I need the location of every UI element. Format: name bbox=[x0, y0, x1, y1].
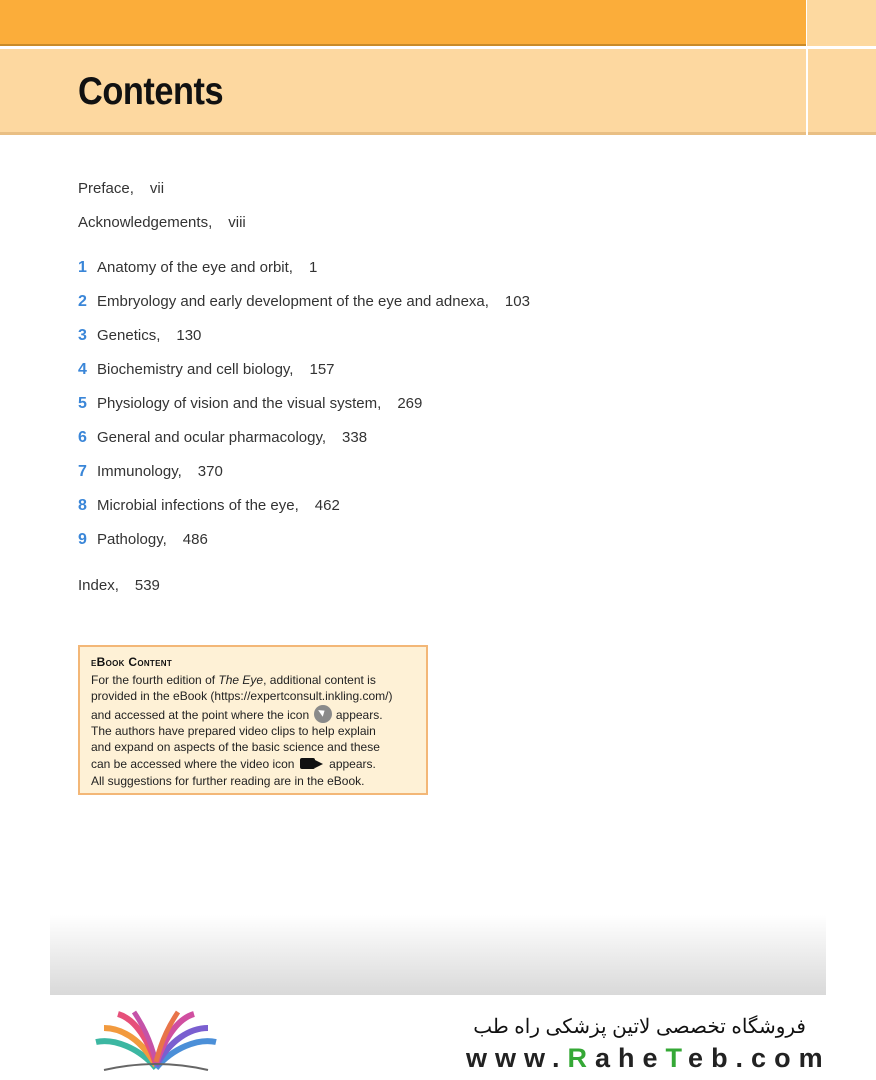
chapter-number: 3 bbox=[78, 327, 87, 344]
toc-front-acknowledgements[interactable] bbox=[78, 214, 246, 231]
ebook-box-title: eBook Content bbox=[91, 655, 173, 669]
toc-page: viii bbox=[228, 214, 246, 231]
chapter-page: 486 bbox=[182, 531, 208, 548]
cursor-icon bbox=[314, 705, 332, 723]
chapter-title: General and ocular pharmacology, bbox=[97, 429, 327, 446]
toc-chapter-5[interactable] bbox=[78, 395, 422, 413]
ebook-box-line bbox=[91, 755, 416, 772]
toc-page: 539 bbox=[134, 577, 160, 594]
chapter-number: 7 bbox=[78, 463, 87, 480]
toc-chapter-7[interactable] bbox=[78, 463, 223, 481]
text-run: and accessed at the point where the icon bbox=[91, 707, 310, 722]
chapter-page: 103 bbox=[504, 293, 530, 310]
chapter-number: 8 bbox=[78, 497, 87, 514]
chapter-title: Biochemistry and cell biology, bbox=[97, 361, 294, 378]
chapter-page: 338 bbox=[342, 429, 368, 446]
toc-chapter-6[interactable] bbox=[78, 429, 367, 447]
toc-chapter-3[interactable] bbox=[78, 327, 201, 345]
chapter-title: Microbial infections of the eye, bbox=[97, 497, 299, 514]
chapter-page: 269 bbox=[397, 395, 423, 412]
store-url[interactable] bbox=[466, 1043, 831, 1074]
url-part: T bbox=[665, 1043, 689, 1073]
toc-page: vii bbox=[149, 180, 165, 197]
chapter-title: Embryology and early development of the eye and adnexa, bbox=[97, 293, 489, 310]
chapter-title: Immunology, bbox=[97, 463, 182, 480]
toc-label: Preface, bbox=[78, 180, 134, 197]
toc-back-index[interactable] bbox=[78, 577, 160, 594]
toc-label: Acknowledgements, bbox=[78, 214, 213, 231]
text-run: , additional content is bbox=[263, 673, 376, 687]
chapter-number: 1 bbox=[78, 259, 87, 276]
url-part: R bbox=[567, 1043, 596, 1073]
text-run: can be accessed where the video icon bbox=[91, 757, 295, 772]
title-band-corner bbox=[808, 49, 876, 135]
text-run: appears. bbox=[335, 707, 383, 722]
chapter-number: 4 bbox=[78, 361, 87, 378]
toc-chapter-1[interactable] bbox=[78, 259, 317, 277]
footer-shade bbox=[50, 915, 826, 995]
ebook-box-line: The authors have prepared video clips to help explain bbox=[91, 723, 376, 738]
text-run: For the fourth edition of bbox=[91, 673, 219, 687]
ebook-box-line bbox=[91, 705, 416, 723]
ebook-box-line bbox=[91, 672, 416, 688]
chapter-page: 370 bbox=[197, 463, 223, 480]
chapter-title: Anatomy of the eye and orbit, bbox=[97, 259, 293, 276]
chapter-page: 1 bbox=[308, 259, 318, 276]
chapter-page: 157 bbox=[309, 361, 335, 378]
chapter-page: 462 bbox=[314, 497, 340, 514]
chapter-title: Physiology of vision and the visual system, bbox=[97, 395, 382, 412]
chapter-number: 6 bbox=[78, 429, 87, 446]
toc-chapter-8[interactable] bbox=[78, 497, 340, 515]
page-title: Contents bbox=[78, 70, 224, 113]
chapter-page: 130 bbox=[176, 327, 202, 344]
url-part: eb.com bbox=[688, 1043, 831, 1073]
toc-chapter-9[interactable] bbox=[78, 531, 208, 549]
chapter-title: Genetics, bbox=[97, 327, 161, 344]
ebook-box-line: and expand on aspects of the basic science and these bbox=[91, 740, 380, 755]
chapter-number: 2 bbox=[78, 293, 87, 310]
chapter-number: 9 bbox=[78, 531, 87, 548]
ebook-box-line: provided in the eBook (https://expertconsult.inkling.com/) bbox=[91, 689, 393, 704]
toc-label: Index, bbox=[78, 577, 119, 594]
ebook-box-line: All suggestions for further reading are in the eBook. bbox=[91, 773, 365, 788]
header-bar-corner bbox=[807, 0, 876, 46]
ebook-content-box bbox=[78, 645, 428, 795]
book-title: The Eye bbox=[218, 673, 264, 687]
url-part: www. bbox=[466, 1043, 568, 1073]
header-bar bbox=[0, 0, 806, 46]
chapter-title: Pathology, bbox=[97, 531, 167, 548]
chapter-number: 5 bbox=[78, 395, 87, 412]
toc-front-preface[interactable] bbox=[78, 180, 164, 197]
open-book-logo-icon bbox=[94, 1008, 218, 1074]
toc-chapter-2[interactable] bbox=[78, 293, 530, 311]
text-run: appears. bbox=[329, 757, 376, 772]
store-name: فروشگاه تخصصی لاتین پزشکی راه طب bbox=[473, 1016, 806, 1038]
url-part: ahe bbox=[595, 1043, 666, 1073]
video-camera-icon bbox=[300, 755, 324, 771]
toc-chapter-4[interactable] bbox=[78, 361, 335, 379]
